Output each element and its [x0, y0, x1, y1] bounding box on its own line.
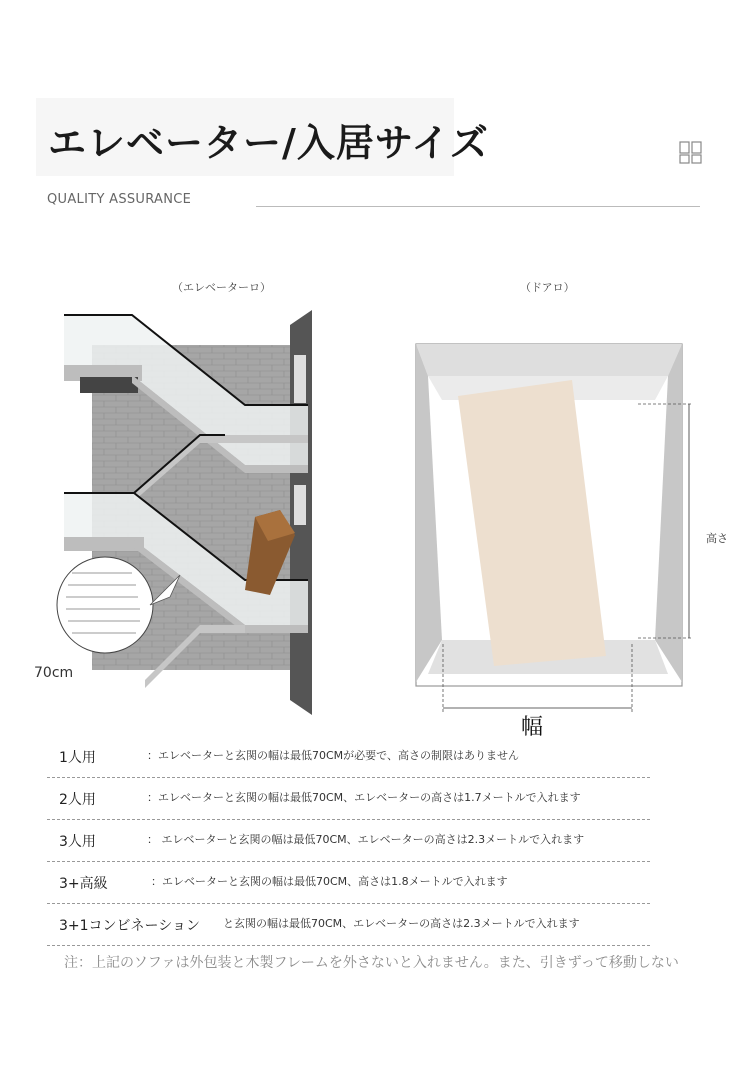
row-description: ：エレベーターと玄関の幅は最低70CMが必要で、高さの制限はありません — [147, 749, 519, 762]
row-label: 3+1コンビネーション — [59, 918, 200, 934]
elevator-caption: （エレベーターロ） — [172, 281, 271, 294]
row-label: 3人用 — [59, 834, 96, 850]
requirement-row — [47, 819, 650, 862]
min-width-label: 70cm — [34, 665, 74, 681]
requirement-row — [47, 777, 650, 820]
height-label: 高さ — [706, 532, 728, 545]
row-label: 2人用 — [59, 792, 96, 808]
row-description: ：エレベーターと玄関の幅は最低70CM、エレベーターの高さは1.7メートルで入れます — [147, 791, 581, 804]
page-title: エレベーター/入居サイズ — [48, 121, 489, 165]
row-description: と玄関の幅は最低70CM、エレベーターの高さは2.3メートルで入れます — [223, 917, 580, 930]
door-frame-illustration — [410, 340, 710, 720]
width-label: 幅 — [521, 715, 544, 740]
row-label: 3+高級 — [59, 876, 108, 892]
row-description: ：エレベーターと玄関の幅は最低70CM、高さは1.8メートルで入れます — [151, 875, 508, 888]
requirement-row — [47, 735, 650, 778]
door-caption: （ドアロ） — [520, 281, 575, 294]
row-label: 1人用 — [59, 750, 96, 766]
staircase-illustration — [50, 305, 320, 725]
header-divider — [256, 206, 700, 207]
requirement-row — [47, 861, 650, 904]
note-text: 注：上記のソファは外包装と木製フレームを外さないと入れません。また、引きずって移動しない — [64, 955, 679, 971]
grid-icon — [678, 140, 704, 166]
requirement-row — [47, 903, 650, 946]
row-description: ： エレベーターと玄関の幅は最低70CM、エレベーターの高さは2.3メートルで入れます — [147, 833, 585, 846]
quality-assurance-label: QUALITY ASSURANCE — [47, 192, 192, 207]
